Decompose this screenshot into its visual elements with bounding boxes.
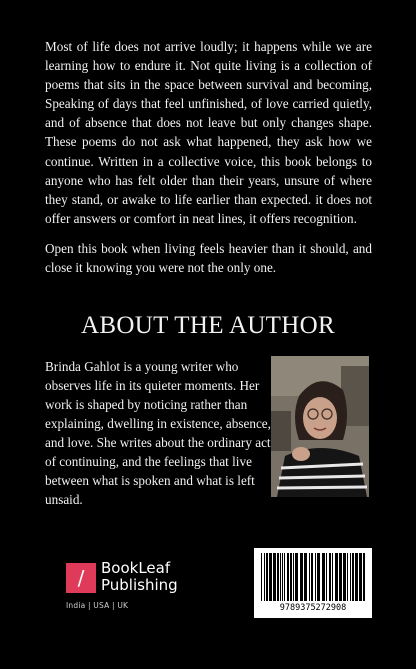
isbn-number: 9789375272908 <box>279 603 347 613</box>
author-bio: Brinda Gahlot is a young writer who observes life in its quieter moments. Her work is shaped by noticing rather than explaining, dwelling in existence, absence, and love. She writes about the ordinary act of continuing, and the feelings that live between what is spoken and what is left unsaid. <box>45 359 271 507</box>
back-cover-blurb <box>45 37 372 277</box>
blurb-paragraph: Most of life does not arrive loudly; it happens while we are learning how to endure it. Not quite living is a collection of poems that sits in the space between survival and becoming, Speaking of days that feel unfinished, of love carried quietly, and of absence that does not leave but only changes shape. These poems do not ask what happened, they ask how we continue. Written in a collective voice, this book belongs to anyone who has felt older than their years, unsure of where they stand, or awake to life earlier than expected. it does not offer answers or comfort in neat lines, it offers recognition. <box>45 39 372 226</box>
publisher-logo-block <box>66 559 186 623</box>
barcode-bars <box>260 553 366 601</box>
publisher-regions: India | USA | UK <box>66 601 129 610</box>
blurb-paragraph: Open this book when living feels heavier than it should, and close it knowing you were not the only one. <box>45 240 372 276</box>
author-photo <box>271 356 369 497</box>
publisher-logo-mark: / <box>66 563 96 593</box>
isbn-barcode <box>254 548 372 618</box>
about-author-heading: ABOUT THE AUTHOR <box>81 312 335 339</box>
publisher-name: BookLeaf Publishing <box>101 559 178 594</box>
